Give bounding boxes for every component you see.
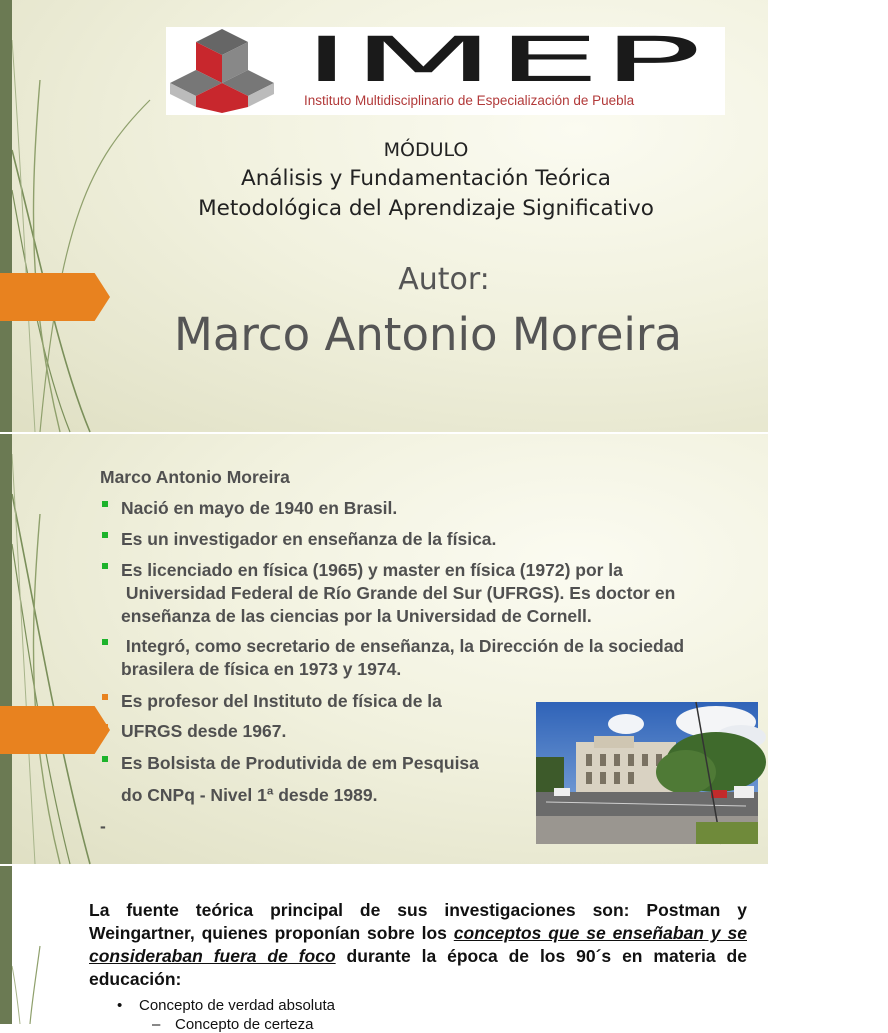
bullet-marker (102, 756, 108, 762)
bio-dash: - (100, 816, 106, 836)
bullet-marker (102, 724, 108, 730)
bullet-marker (102, 532, 108, 538)
bullet-marker (102, 501, 108, 507)
bio-heading: Marco Antonio Moreira (100, 467, 290, 487)
theory-text-underlined: conceptos que se enseñaban y se consideraban fuera de foco (89, 923, 747, 966)
logo-wordmark-text: IMEP (302, 23, 702, 96)
module-title-line1: Análisis y Fundamentación Teórica (241, 166, 611, 191)
author-label: Autor: (398, 262, 490, 297)
list-bullet: • (117, 997, 123, 1014)
logo-wordmark (302, 23, 722, 96)
biography-slide (0, 434, 768, 864)
imep-logo (166, 23, 725, 115)
bio-item-continued: Universidad Federal de Río Grande del Sur (UFRGS). Es doctor en (121, 583, 676, 603)
bio-item: do CNPq - Nivel 1ª desde 1989. (121, 785, 378, 805)
theory-text-part1: La fuente teórica principal de sus investigaciones son: Postman y Weingartner, quienes proponían sobre los (89, 900, 747, 943)
bio-item-continued: brasilera de física en 1973 y 1974. (121, 659, 402, 679)
theory-paragraph (89, 899, 747, 991)
list-item-certeza: Concepto de certeza (175, 1016, 314, 1033)
bio-item: Integró, como secretario de enseñanza, la Dirección de la sociedad (121, 636, 685, 656)
decorative-leaf-lines (0, 434, 140, 864)
bio-item: Es Bolsista de Produtivida de em Pesquisa (121, 753, 479, 773)
list-bullet: – (152, 1016, 161, 1033)
bullet-marker (102, 639, 108, 645)
author-name: Marco Antonio Moreira (174, 308, 682, 361)
bullet-marker (102, 694, 108, 700)
theory-text-part2: durante la época de los 90´s en materia de educación: (89, 946, 747, 989)
left-accent-bar (0, 866, 12, 1024)
module-title-line2: Metodológica del Aprendizaje Significativo (198, 196, 654, 221)
bio-item: UFRGS desde 1967. (121, 721, 287, 741)
theory-slide (0, 866, 768, 1033)
bio-item: Es un investigador en enseñanza de la física. (121, 529, 497, 549)
list-item-verdad: Concepto de verdad absoluta (139, 997, 335, 1014)
bio-item: Es licenciado en física (1965) y master en física (1972) por la (121, 560, 623, 580)
university-building-photo (536, 702, 758, 844)
title-slide (0, 0, 768, 432)
left-accent-bar (0, 434, 12, 864)
bio-item: Es profesor del Instituto de física de la (121, 691, 442, 711)
orange-arrow-tab (0, 706, 110, 754)
bio-item: Nació en mayo de 1940 en Brasil. (121, 498, 398, 518)
bullet-marker (102, 563, 108, 569)
module-label: MÓDULO (383, 139, 469, 161)
logo-subtitle: Instituto Multidisciplinario de Especialización de Puebla (304, 93, 635, 108)
bio-item-continued: enseñanza de las ciencias por la Universidad de Cornell. (121, 606, 592, 626)
